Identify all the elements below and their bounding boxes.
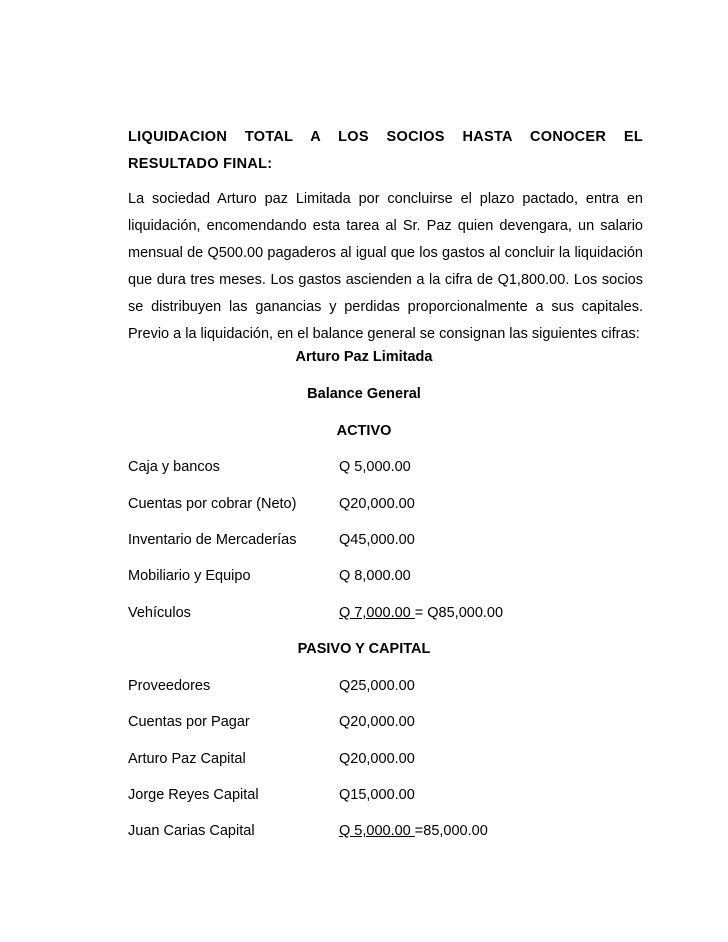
asset-amount: Q20,000.00: [339, 496, 415, 512]
asset-row: [128, 458, 688, 476]
liability-label: Arturo Paz Capital: [128, 751, 246, 767]
liability-amount: Q20,000.00: [339, 714, 415, 730]
liability-label: Cuentas por Pagar: [128, 714, 250, 730]
liability-label: Juan Carias Capital: [128, 823, 255, 839]
liability-row: [128, 786, 688, 804]
asset-row: [128, 567, 688, 585]
asset-label: Cuentas por cobrar (Neto): [128, 496, 297, 512]
liability-amount: Q 5,000.00: [339, 823, 415, 839]
liabilities-total: =85,000.00: [414, 823, 488, 839]
liability-amount: Q15,000.00: [339, 787, 415, 803]
liability-amount-group: [339, 822, 488, 840]
asset-row: [128, 495, 688, 513]
statement-title: Balance General: [307, 386, 421, 402]
liability-amount: Q20,000.00: [339, 751, 415, 767]
intro-paragraph: La sociedad Arturo paz Limitada por concluirse el plazo pactado, entra en liquidación, encomendando esta tarea al Sr. Paz quien devengara, un salario mensual de Q500.00 pagaderos al igual que los gastos al concluir la liquidación que dura tres meses. Los gastos ascienden a la cifra de Q1,800.00. Los socios se distribuyen las ganancias y perdidas proporcionalmente a sus capitales. Previo a la liquidación, en el balance general se consignan las siguientes cifras:: [128, 191, 643, 342]
liability-row: [128, 750, 688, 768]
asset-label: Inventario de Mercaderías: [128, 532, 297, 548]
asset-amount-group: [339, 604, 503, 622]
document-heading: LIQUIDACION TOTAL A LOS SOCIOS HASTA CONOCER EL RESULTADO FINAL:: [128, 129, 643, 172]
asset-row: [128, 531, 688, 549]
asset-amount: Q 7,000.00: [339, 605, 415, 621]
asset-label: Caja y bancos: [128, 459, 220, 475]
asset-amount: Q45,000.00: [339, 532, 415, 548]
asset-amount: Q 5,000.00: [339, 459, 411, 475]
asset-label: Mobiliario y Equipo: [128, 568, 251, 584]
liability-row: [128, 677, 688, 695]
asset-label: Vehículos: [128, 605, 191, 621]
liability-row: [128, 713, 688, 731]
liability-amount: Q25,000.00: [339, 678, 415, 694]
liability-row: [128, 822, 688, 840]
assets-section-title: ACTIVO: [336, 423, 392, 439]
liabilities-section-title: PASIVO Y CAPITAL: [297, 641, 431, 657]
asset-amount: Q 8,000.00: [339, 568, 411, 584]
company-name: Arturo Paz Limitada: [295, 349, 433, 365]
liability-label: Proveedores: [128, 678, 211, 694]
assets-total: = Q85,000.00: [414, 605, 504, 621]
liability-label: Jorge Reyes Capital: [128, 787, 259, 803]
asset-row: [128, 604, 688, 622]
